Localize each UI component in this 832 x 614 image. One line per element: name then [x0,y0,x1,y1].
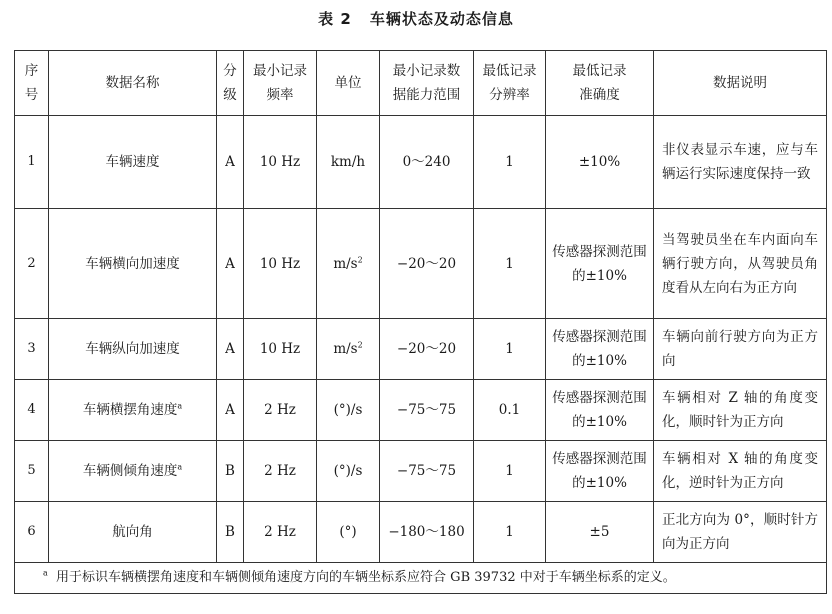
row-desc: 车辆向前行驶方向为正方向 [654,319,827,380]
row-seq: 3 [15,319,49,380]
row-range: 0～240 [380,116,474,209]
footnote-mark: a [43,568,48,578]
table-row [15,380,827,441]
row-desc: 非仪表显示车速，应与车辆运行实际速度保持一致 [654,116,827,209]
row-name: 车辆横向加速度 [49,209,217,319]
header-unit: 单位 [317,51,380,116]
row-accuracy: 传感器探测范围的±10% [546,209,654,319]
row-range: −75～75 [380,441,474,502]
table-caption: 车辆状态及动态信息 [369,10,514,28]
table-row [15,502,827,563]
footnote-text: 用于标识车辆横摆角速度和车辆侧倾角速度方向的车辆坐标系应符合 GB 39732 中对于车辆坐标系的定义。 [56,570,676,585]
table-row [15,441,827,502]
row-name: 车辆横摆角速度$^a$ [49,380,217,441]
header-accuracy: 最低记录 准确度 [546,51,654,116]
header-seq: 序 号 [15,51,49,116]
row-freq: 2 Hz [244,380,317,441]
row-accuracy: ±10% [546,116,654,209]
row-grade: B [217,502,244,563]
row-freq: 10 Hz [244,116,317,209]
row-name: 航向角 [49,502,217,563]
row-desc: 车辆相对 X 轴的角度变化，逆时针为正方向 [654,441,827,502]
row-accuracy: 传感器探测范围的±10% [546,441,654,502]
row-seq: 5 [15,441,49,502]
header-range: 最小记录数 据能力范围 [380,51,474,116]
row-resolution: 1 [474,441,546,502]
row-freq: 2 Hz [244,502,317,563]
row-desc: 当驾驶员坐在车内面向车辆行驶方向，从驾驶员角度看从左向右为正方向 [654,209,827,319]
row-unit: (°)/s [317,441,380,502]
header-row [15,51,827,116]
row-freq: 10 Hz [244,209,317,319]
row-grade: A [217,380,244,441]
row-freq: 2 Hz [244,441,317,502]
header-grade: 分 级 [217,51,244,116]
row-seq: 6 [15,502,49,563]
row-range: −75～75 [380,380,474,441]
row-unit: (°)/s [317,380,380,441]
row-seq: 2 [15,209,49,319]
row-name: 车辆速度 [49,116,217,209]
row-grade: B [217,441,244,502]
vehicle-status-table [14,50,827,594]
table-row [15,116,827,209]
row-name: 车辆纵向加速度 [49,319,217,380]
header-name: 数据名称 [49,51,217,116]
row-desc: 车辆相对 Z 轴的角度变化，顺时针为正方向 [654,380,827,441]
row-unit: $m/s^2$ [317,209,380,319]
header-desc: 数据说明 [654,51,827,116]
header-resolution: 最低记录 分辨率 [474,51,546,116]
row-name: 车辆侧倾角速度$^a$ [49,441,217,502]
header-freq: 最小记录 频率 [244,51,317,116]
row-resolution: 1 [474,319,546,380]
row-accuracy: ±5 [546,502,654,563]
row-accuracy: 传感器探测范围的±10% [546,319,654,380]
row-accuracy: 传感器探测范围的±10% [546,380,654,441]
row-resolution: 1 [474,116,546,209]
row-range: −180～180 [380,502,474,563]
table-title [0,8,832,29]
row-range: −20～20 [380,319,474,380]
row-grade: A [217,116,244,209]
row-resolution: 1 [474,502,546,563]
row-seq: 1 [15,116,49,209]
row-resolution: 0.1 [474,380,546,441]
footnote [15,563,827,594]
table-row [15,209,827,319]
row-desc: 正北方向为 0°，顺时针方向为正方向 [654,502,827,563]
row-freq: 10 Hz [244,319,317,380]
row-unit: (°) [317,502,380,563]
row-grade: A [217,209,244,319]
row-seq: 4 [15,380,49,441]
footnote-row [15,563,827,594]
row-unit: km/h [317,116,380,209]
table-row [15,319,827,380]
row-unit: $m/s^2$ [317,319,380,380]
table-number: 表 2 [318,10,352,28]
row-grade: A [217,319,244,380]
row-resolution: 1 [474,209,546,319]
row-range: −20～20 [380,209,474,319]
